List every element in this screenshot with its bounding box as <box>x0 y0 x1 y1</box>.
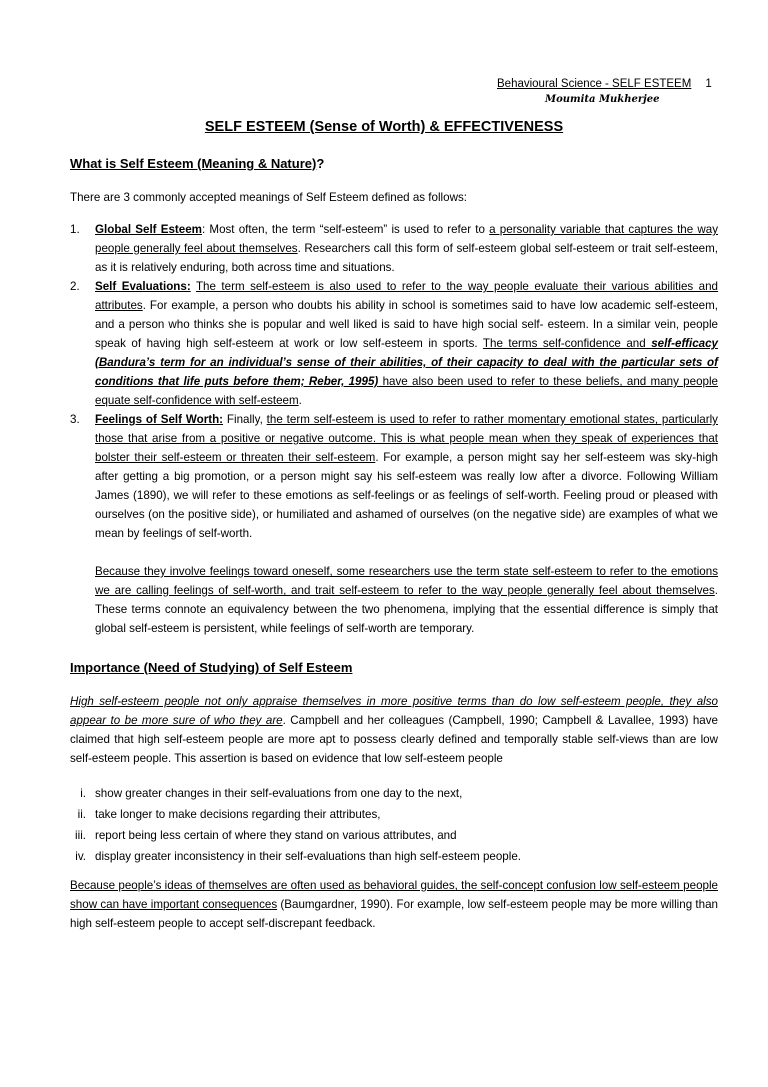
item-underlined-text: The terms self-confidence and <box>482 337 652 350</box>
page-number: 1 <box>705 78 712 90</box>
term-feelings-of-self-worth: Feelings of Self Worth: <box>95 413 224 426</box>
document-title: SELF ESTEEM (Sense of Worth) & EFFECTIVENESS <box>204 119 564 135</box>
author-name: Moumita Mukherjee <box>545 94 660 105</box>
item-text: . <box>298 394 302 407</box>
paragraph-gap <box>95 543 718 562</box>
item-underlined-text: have also been used to refer to these beliefs, and many people equate self-confidence with self-esteem <box>95 375 718 407</box>
list-item <box>70 846 718 867</box>
consequences-claim: Because people’s ideas of themselves are often used as behavioral guides, the self-concept confusion low self-esteem people show can have important consequences <box>70 879 718 911</box>
list-marker: iv. <box>75 850 86 863</box>
list-marker: i. <box>80 787 86 800</box>
list-marker: ii. <box>77 808 86 821</box>
item-underlined-text: the term self-esteem is used to refer to rather momentary emotional states, particularly those that arise from a positive or negative outcome. This is what people mean when they speak of experiences that bolster their self-esteem or threaten their self-esteem <box>95 413 718 464</box>
item-text: Most often, the term “self-esteem” is used to refer to <box>209 223 490 236</box>
list-item <box>70 804 718 825</box>
item-text: . For example, a person might say her self-esteem was sky-high after getting a big promotion, or a person might say his self-esteem was really low after a divorce. Following William James (1890), we will refer to these emotions as self-feelings or as feelings of self-worth. Feeling proud or pleased with ourselves (on the positive side), or humiliated and ashamed of ourselves (on the negative side) are examples of what we mean by feelings of self-worth. <box>95 451 718 540</box>
importance-paragraph <box>70 692 718 768</box>
importance-claim: High self-esteem people not only appraise themselves in more positive terms than do low self-esteem people, they also appear to be more sure of who they are <box>70 695 718 727</box>
term-separator: : <box>201 223 210 236</box>
list-item-text: show greater changes in their self-evaluations from one day to the next, <box>95 787 463 800</box>
section-heading-meaning-text: What is Self Esteem (Meaning & Nature) <box>70 156 317 171</box>
list-item <box>70 277 718 410</box>
section-heading-meaning <box>70 156 324 171</box>
item-underlined-text: Because they involve feelings toward oneself, some researchers use the term state self-esteem to refer to the emotions we are calling feelings of self-worth, and trait self-esteem to refer to the way people generally feel about themselves <box>95 565 718 597</box>
self-efficacy-definition: self-efficacy (Bandura’s term for an individual’s sense of their abilities, of their capacity to deal with the particular sets of conditions that life puts before them; Reber, 1995) <box>95 337 718 388</box>
list-item <box>70 783 718 804</box>
running-header <box>497 78 712 90</box>
item-paragraph-two <box>95 562 718 638</box>
term-self-evaluations: Self Evaluations: <box>95 280 191 293</box>
list-marker: 3. <box>70 413 80 426</box>
list-item-text: take longer to make decisions regarding their attributes, <box>95 808 381 821</box>
list-item-text: report being less certain of where they stand on various attributes, and <box>95 829 457 842</box>
meanings-list <box>70 220 718 638</box>
list-item-text: display greater inconsistency in their self-evaluations than high self-esteem people. <box>95 850 521 863</box>
item-text: . These terms connote an equivalency between the two phenomena, implying that the essential difference is simply that global self-esteem is persistent, while feelings of self-worth are temporary. <box>95 584 718 635</box>
section-heading-importance-text: Importance (Need of Studying) of Self Esteem <box>70 660 353 675</box>
list-item <box>70 825 718 846</box>
list-marker: 2. <box>70 280 80 293</box>
item-text: . Researchers call this form of self-esteem global self-esteem or trait self-esteem, as it is relatively enduring, both across time and situations. <box>95 242 718 274</box>
intro-paragraph: There are 3 commonly accepted meanings of Self Esteem defined as follows: <box>70 191 467 204</box>
list-item <box>70 410 718 638</box>
consequences-paragraph <box>70 876 718 933</box>
section-heading-importance <box>70 660 352 675</box>
item-underlined-text: The term self-esteem is also used to refer to the way people evaluate their various abilities and attributes <box>95 280 719 312</box>
term-global-self-esteem: Global Self Esteem <box>95 223 202 236</box>
item-text: . For example, a person who doubts his ability in school is sometimes said to have low academic self-esteem, and a person who thinks she is popular and well liked is said to have high social self- esteem. In a similar vein, people speak of having high self-esteem at work or low self-esteem in sports. <box>95 299 718 350</box>
item-underlined-text: a personality variable that captures the way people generally feel about themselves <box>95 223 718 255</box>
consequences-text: (Baumgardner, 1990). For example, low self-esteem people may be more willing than high self-esteem people to accept self-discrepant feedback. <box>70 898 718 930</box>
running-title: Behavioural Science - SELF ESTEEM <box>497 78 692 90</box>
list-marker: iii. <box>75 829 86 842</box>
section-heading-meaning-suffix: ? <box>316 156 325 171</box>
list-marker: 1. <box>70 223 80 236</box>
importance-text: . Campbell and her colleagues (Campbell, 1990; Campbell & Lavallee, 1993) have claimed that high self-esteem people are more apt to possess clearly defined and temporally stable self-views than are low self-esteem people. This assertion is based on evidence that low self-esteem people <box>70 714 719 765</box>
list-item <box>70 220 718 277</box>
evidence-list <box>70 783 718 867</box>
item-text: Finally, <box>226 413 267 426</box>
